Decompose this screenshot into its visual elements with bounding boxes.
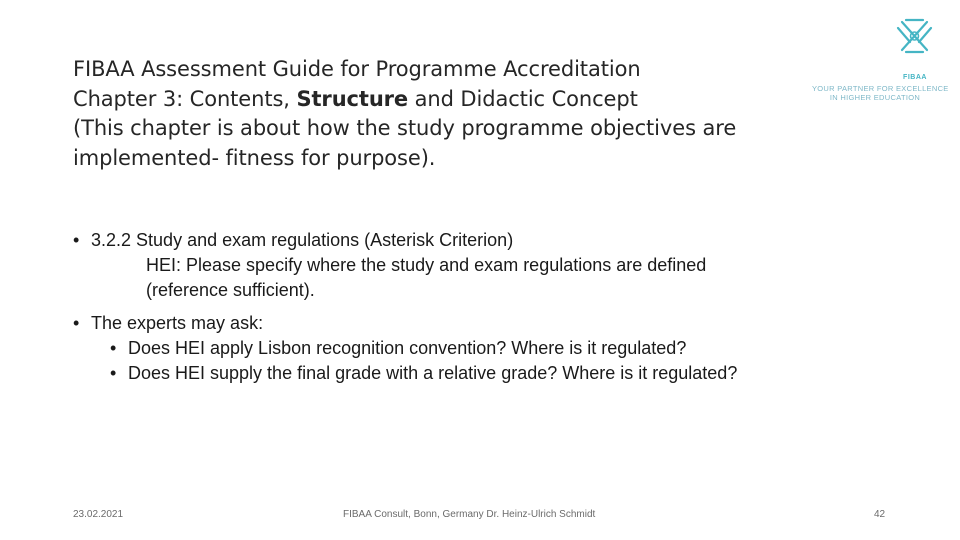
logo-tagline-2: IN HIGHER EDUCATION <box>829 93 921 102</box>
bullet-experts: • The experts may ask: <box>73 311 933 336</box>
fibaa-x-star-icon <box>812 16 938 72</box>
logo-brand: FIBAA <box>903 74 927 81</box>
title-line-1: FIBAA Assessment Guide for Programme Accreditation <box>73 57 641 81</box>
criterion-detail-line-2: (reference sufficient). <box>146 280 315 300</box>
logo-tagline-1: YOUR PARTNER FOR EXCELLENCE <box>812 84 949 93</box>
criterion-detail-line-1: HEI: Please specify where the study and exam regulations are defined <box>146 255 707 275</box>
title-line-2-prefix: Chapter 3: Contents, <box>73 86 297 111</box>
slide-title <box>73 55 833 173</box>
slide-body <box>73 228 933 386</box>
expert-question-1: • Does HEI apply Lisbon recognition convention? Where is it regulated? <box>73 336 933 361</box>
title-line-2-suffix: and Didactic Concept <box>408 86 638 111</box>
title-line-3: (This chapter is about how the study programme objectives are <box>73 116 737 140</box>
expert-question-2: • Does HEI supply the final grade with a relative grade? Where is it regulated? <box>73 361 933 386</box>
title-line-2 <box>73 85 833 115</box>
title-emphasis: Structure <box>296 86 409 111</box>
bullet-criterion: • 3.2.2 Study and exam regulations (Asterisk Criterion) <box>73 228 933 253</box>
footer-date: 23.02.2021 <box>73 509 124 520</box>
footer-center: FIBAA Consult, Bonn, Germany Dr. Heinz-Ulrich Schmidt <box>343 509 596 520</box>
title-line-4: implemented- fitness for purpose). <box>73 145 436 170</box>
page-number: 42 <box>874 509 886 520</box>
fibaa-logo <box>812 16 949 106</box>
